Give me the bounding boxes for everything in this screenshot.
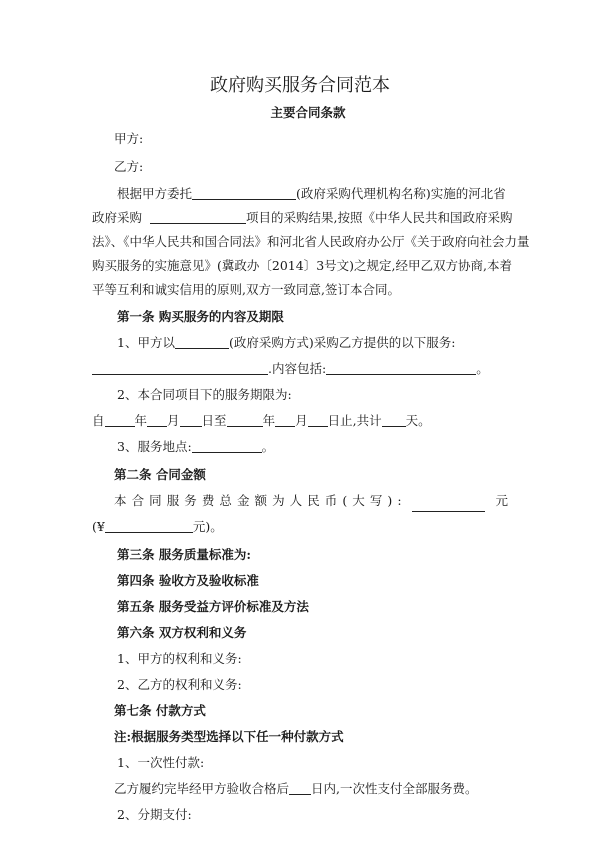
service-location-line xyxy=(92,436,508,458)
article-1-line-3: 2、本合同项目下的服务期限为: xyxy=(117,387,292,402)
service-method-text-b: (政府采购方式)采购乙方提供的以下服务: xyxy=(228,335,456,350)
date-month-2: 月 xyxy=(295,413,308,428)
date-day-to: 日至 xyxy=(201,413,227,428)
payment-text-a: 乙方履约完毕经甲方验收合格后 xyxy=(114,781,290,796)
intro-line-5: 平等互利和诚实信用的原则,双方一致同意,签订本合同。 xyxy=(92,282,400,297)
intro-text-2b: 项目的采购结果,按照《中华人民共和国政府采购 xyxy=(245,210,513,225)
date-from: 自 xyxy=(92,413,105,428)
amount-label: 本 合 同 服 务 费 总 金 额 为 人 民 币 ( 大 写 ) : xyxy=(114,493,402,508)
start-day-blank[interactable] xyxy=(180,412,202,427)
end-day-blank[interactable] xyxy=(308,412,328,427)
payment-option-2: 2、分期支付: xyxy=(117,807,192,822)
amount-numeric-open: (¥ xyxy=(92,519,105,534)
agency-blank[interactable] xyxy=(192,185,296,200)
content-end: 。 xyxy=(476,361,489,376)
article-1-line-2 xyxy=(92,358,508,380)
project-blank[interactable] xyxy=(150,209,246,224)
article-6-heading: 第六条 双方权利和义务 xyxy=(117,625,247,640)
article-2-heading: 第二条 合同金额 xyxy=(114,467,206,482)
article-7-heading: 第七条 付款方式 xyxy=(114,703,206,718)
content-label: .内容包括: xyxy=(268,361,327,376)
service-name-blank[interactable] xyxy=(92,360,268,375)
total-days-blank[interactable] xyxy=(382,412,406,427)
service-period-line xyxy=(92,410,508,432)
document-subtitle: 主要合同条款 xyxy=(270,105,346,120)
intro-line-4: 购买服务的实施意见》(冀政办〔2014〕3号文)之规定,经甲乙双方协商,本着 xyxy=(92,258,512,273)
start-year-blank[interactable] xyxy=(105,412,135,427)
intro-text-2: 政府采购 xyxy=(92,210,143,225)
date-end-total: 日止,共计 xyxy=(327,413,382,428)
article-1-line-1 xyxy=(92,332,508,354)
payment-text-b: 日内,一次性支付全部服务费。 xyxy=(311,781,478,796)
party-a-rights: 1、甲方的权利和义务: xyxy=(117,651,242,666)
end-year-blank[interactable] xyxy=(227,412,263,427)
article-5-heading: 第五条 服务受益方评价标准及方法 xyxy=(117,599,309,614)
date-year-2: 年 xyxy=(262,413,276,428)
article-4-heading: 第四条 验收方及验收标准 xyxy=(117,573,259,588)
procurement-method-blank[interactable] xyxy=(175,334,229,349)
contract-amount-line xyxy=(92,490,508,512)
intro-line-1 xyxy=(92,182,508,206)
location-end: 。 xyxy=(261,439,275,454)
party-b-rights: 2、乙方的权利和义务: xyxy=(117,677,242,692)
intro-text-1b: (政府采购代理机构名称)实施的河北省 xyxy=(296,186,506,201)
payment-option-1: 1、一次性付款: xyxy=(117,755,205,770)
intro-line-2 xyxy=(92,206,513,230)
intro-text-1: 根据甲方委托 xyxy=(117,186,193,201)
article-1-heading: 第一条 购买服务的内容及期限 xyxy=(117,309,284,324)
intro-line-3: 法》、《中华人民共和国合同法》和河北省人民政府办公厅《关于政府向社会力量 xyxy=(92,234,530,249)
location-blank[interactable] xyxy=(192,438,262,453)
party-b-line xyxy=(92,156,508,178)
contract-amount-numeric-line xyxy=(92,516,508,538)
payment-note: 注:根据服务类型选择以下任一种付款方式 xyxy=(114,729,344,744)
party-a-line xyxy=(92,128,508,150)
service-method-text: 1、甲方以 xyxy=(117,335,175,350)
document-title: 政府购买服务合同范本 xyxy=(210,75,390,96)
end-month-blank[interactable] xyxy=(275,412,295,427)
payment-option-1-text xyxy=(92,778,508,800)
amount-numeric-blank[interactable] xyxy=(105,518,193,533)
date-year-1: 年 xyxy=(134,413,148,428)
location-label: 3、服务地点: xyxy=(117,439,192,454)
start-month-blank[interactable] xyxy=(147,412,167,427)
date-days: 天。 xyxy=(405,413,431,428)
party-b-label: 乙方: xyxy=(114,159,144,174)
date-month-1: 月 xyxy=(167,413,180,428)
payment-days-blank[interactable] xyxy=(289,780,311,795)
article-3-heading: 第三条 服务质量标准为: xyxy=(117,547,251,562)
service-content-blank[interactable] xyxy=(326,360,476,375)
amount-words-blank[interactable] xyxy=(412,497,486,512)
amount-numeric-close: 元)。 xyxy=(192,519,223,534)
party-a-label: 甲方: xyxy=(114,131,144,146)
amount-unit: 元 xyxy=(495,493,508,508)
